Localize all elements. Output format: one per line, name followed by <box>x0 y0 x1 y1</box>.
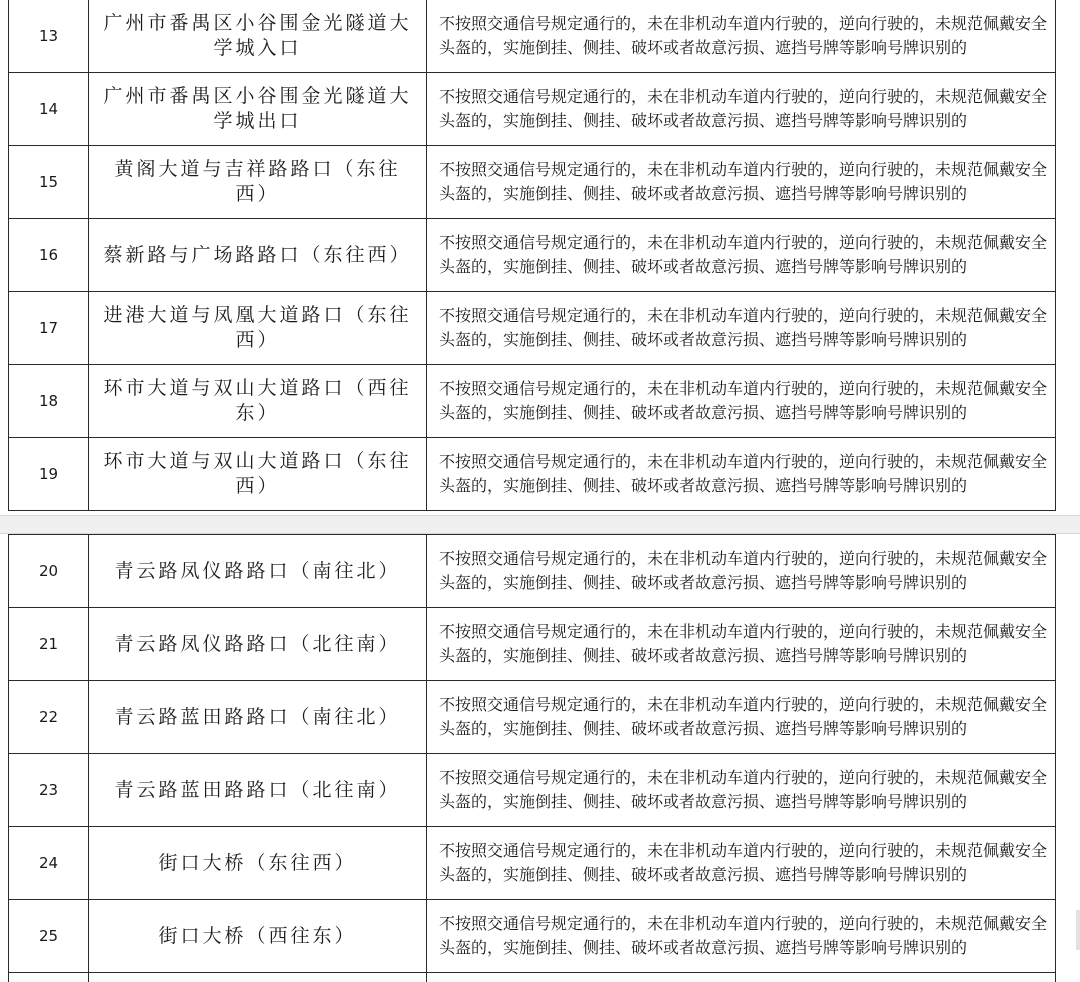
table-row <box>9 827 1056 900</box>
location-cell: 蔡新路与广场路路口（东往西） <box>89 219 427 292</box>
location-cell: 环市大道与双山大道路口（西往东） <box>89 365 427 438</box>
violation-description: 不按照交通信号规定通行的，未在非机动车道内行驶的，逆向行驶的，未规范佩戴安全头盔的，实施倒挂、侧挂、破坏或者故意污损、遮挡号牌等影响号牌识别的 <box>427 535 1056 608</box>
scrollbar-edge <box>1076 910 1080 950</box>
row-number: 14 <box>9 73 89 146</box>
enforcement-locations-table-continued <box>8 534 1056 982</box>
row-number: 15 <box>9 146 89 219</box>
row-number: 20 <box>9 535 89 608</box>
location-cell: 青云路凤仪路路口（南往北） <box>89 535 427 608</box>
row-number: 22 <box>9 681 89 754</box>
table-row <box>9 146 1056 219</box>
enforcement-locations-table <box>8 0 1056 511</box>
table-row <box>9 365 1056 438</box>
location-cell-cutoff <box>89 973 427 982</box>
location-cell: 广州市番禺区小谷围金光隧道大学城出口 <box>89 73 427 146</box>
location-cell: 街口大桥（东往西） <box>89 827 427 900</box>
table-row <box>9 0 1056 73</box>
violation-description: 不按照交通信号规定通行的，未在非机动车道内行驶的，逆向行驶的，未规范佩戴安全头盔的，实施倒挂、侧挂、破坏或者故意污损、遮挡号牌等影响号牌识别的 <box>427 365 1056 438</box>
page-break-divider <box>0 515 1080 534</box>
row-number: 16 <box>9 219 89 292</box>
row-number: 17 <box>9 292 89 365</box>
row-number: 21 <box>9 608 89 681</box>
table-row <box>9 681 1056 754</box>
location-cell: 黄阁大道与吉祥路路口（东往西） <box>89 146 427 219</box>
table-row <box>9 438 1056 511</box>
violation-description: 不按照交通信号规定通行的，未在非机动车道内行驶的，逆向行驶的，未规范佩戴安全头盔的，实施倒挂、侧挂、破坏或者故意污损、遮挡号牌等影响号牌识别的 <box>427 0 1056 73</box>
document-page-upper <box>8 0 1080 515</box>
violation-description: 不按照交通信号规定通行的，未在非机动车道内行驶的，逆向行驶的，未规范佩戴安全头盔的，实施倒挂、侧挂、破坏或者故意污损、遮挡号牌等影响号牌识别的 <box>427 608 1056 681</box>
table-row <box>9 754 1056 827</box>
violation-description: 不按照交通信号规定通行的，未在非机动车道内行驶的，逆向行驶的，未规范佩戴安全头盔的，实施倒挂、侧挂、破坏或者故意污损、遮挡号牌等影响号牌识别的 <box>427 146 1056 219</box>
row-number: 18 <box>9 365 89 438</box>
violation-description: 不按照交通信号规定通行的，未在非机动车道内行驶的，逆向行驶的，未规范佩戴安全头盔的，实施倒挂、侧挂、破坏或者故意污损、遮挡号牌等影响号牌识别的 <box>427 900 1056 973</box>
violation-description: 不按照交通信号规定通行的，未在非机动车道内行驶的，逆向行驶的，未规范佩戴安全头盔的，实施倒挂、侧挂、破坏或者故意污损、遮挡号牌等影响号牌识别的 <box>427 827 1056 900</box>
violation-description: 不按照交通信号规定通行的，未在非机动车道内行驶的，逆向行驶的，未规范佩戴安全头盔的，实施倒挂、侧挂、破坏或者故意污损、遮挡号牌等影响号牌识别的 <box>427 754 1056 827</box>
location-cell: 青云路蓝田路路口（北往南） <box>89 754 427 827</box>
document-page-lower <box>8 534 1080 982</box>
location-cell: 广州市番禺区小谷围金光隧道大学城入口 <box>89 0 427 73</box>
location-cell: 青云路蓝田路路口（南往北） <box>89 681 427 754</box>
table-row <box>9 219 1056 292</box>
row-number: 13 <box>9 0 89 73</box>
table-row-cutoff <box>9 973 1056 982</box>
row-number: 24 <box>9 827 89 900</box>
location-cell: 进港大道与凤凰大道路口（东往西） <box>89 292 427 365</box>
row-number: 23 <box>9 754 89 827</box>
violation-description-cutoff <box>427 973 1056 982</box>
violation-description: 不按照交通信号规定通行的，未在非机动车道内行驶的，逆向行驶的，未规范佩戴安全头盔的，实施倒挂、侧挂、破坏或者故意污损、遮挡号牌等影响号牌识别的 <box>427 219 1056 292</box>
row-number-cutoff <box>9 973 89 982</box>
violation-description: 不按照交通信号规定通行的，未在非机动车道内行驶的，逆向行驶的，未规范佩戴安全头盔的，实施倒挂、侧挂、破坏或者故意污损、遮挡号牌等影响号牌识别的 <box>427 73 1056 146</box>
table-row <box>9 292 1056 365</box>
table-row <box>9 608 1056 681</box>
violation-description: 不按照交通信号规定通行的，未在非机动车道内行驶的，逆向行驶的，未规范佩戴安全头盔的，实施倒挂、侧挂、破坏或者故意污损、遮挡号牌等影响号牌识别的 <box>427 292 1056 365</box>
location-cell: 街口大桥（西往东） <box>89 900 427 973</box>
table-row <box>9 535 1056 608</box>
location-cell: 青云路凤仪路路口（北往南） <box>89 608 427 681</box>
violation-description: 不按照交通信号规定通行的，未在非机动车道内行驶的，逆向行驶的，未规范佩戴安全头盔的，实施倒挂、侧挂、破坏或者故意污损、遮挡号牌等影响号牌识别的 <box>427 681 1056 754</box>
row-number: 19 <box>9 438 89 511</box>
row-number: 25 <box>9 900 89 973</box>
location-cell: 环市大道与双山大道路口（东往西） <box>89 438 427 511</box>
table-row <box>9 73 1056 146</box>
table-row <box>9 900 1056 973</box>
violation-description: 不按照交通信号规定通行的，未在非机动车道内行驶的，逆向行驶的，未规范佩戴安全头盔的，实施倒挂、侧挂、破坏或者故意污损、遮挡号牌等影响号牌识别的 <box>427 438 1056 511</box>
